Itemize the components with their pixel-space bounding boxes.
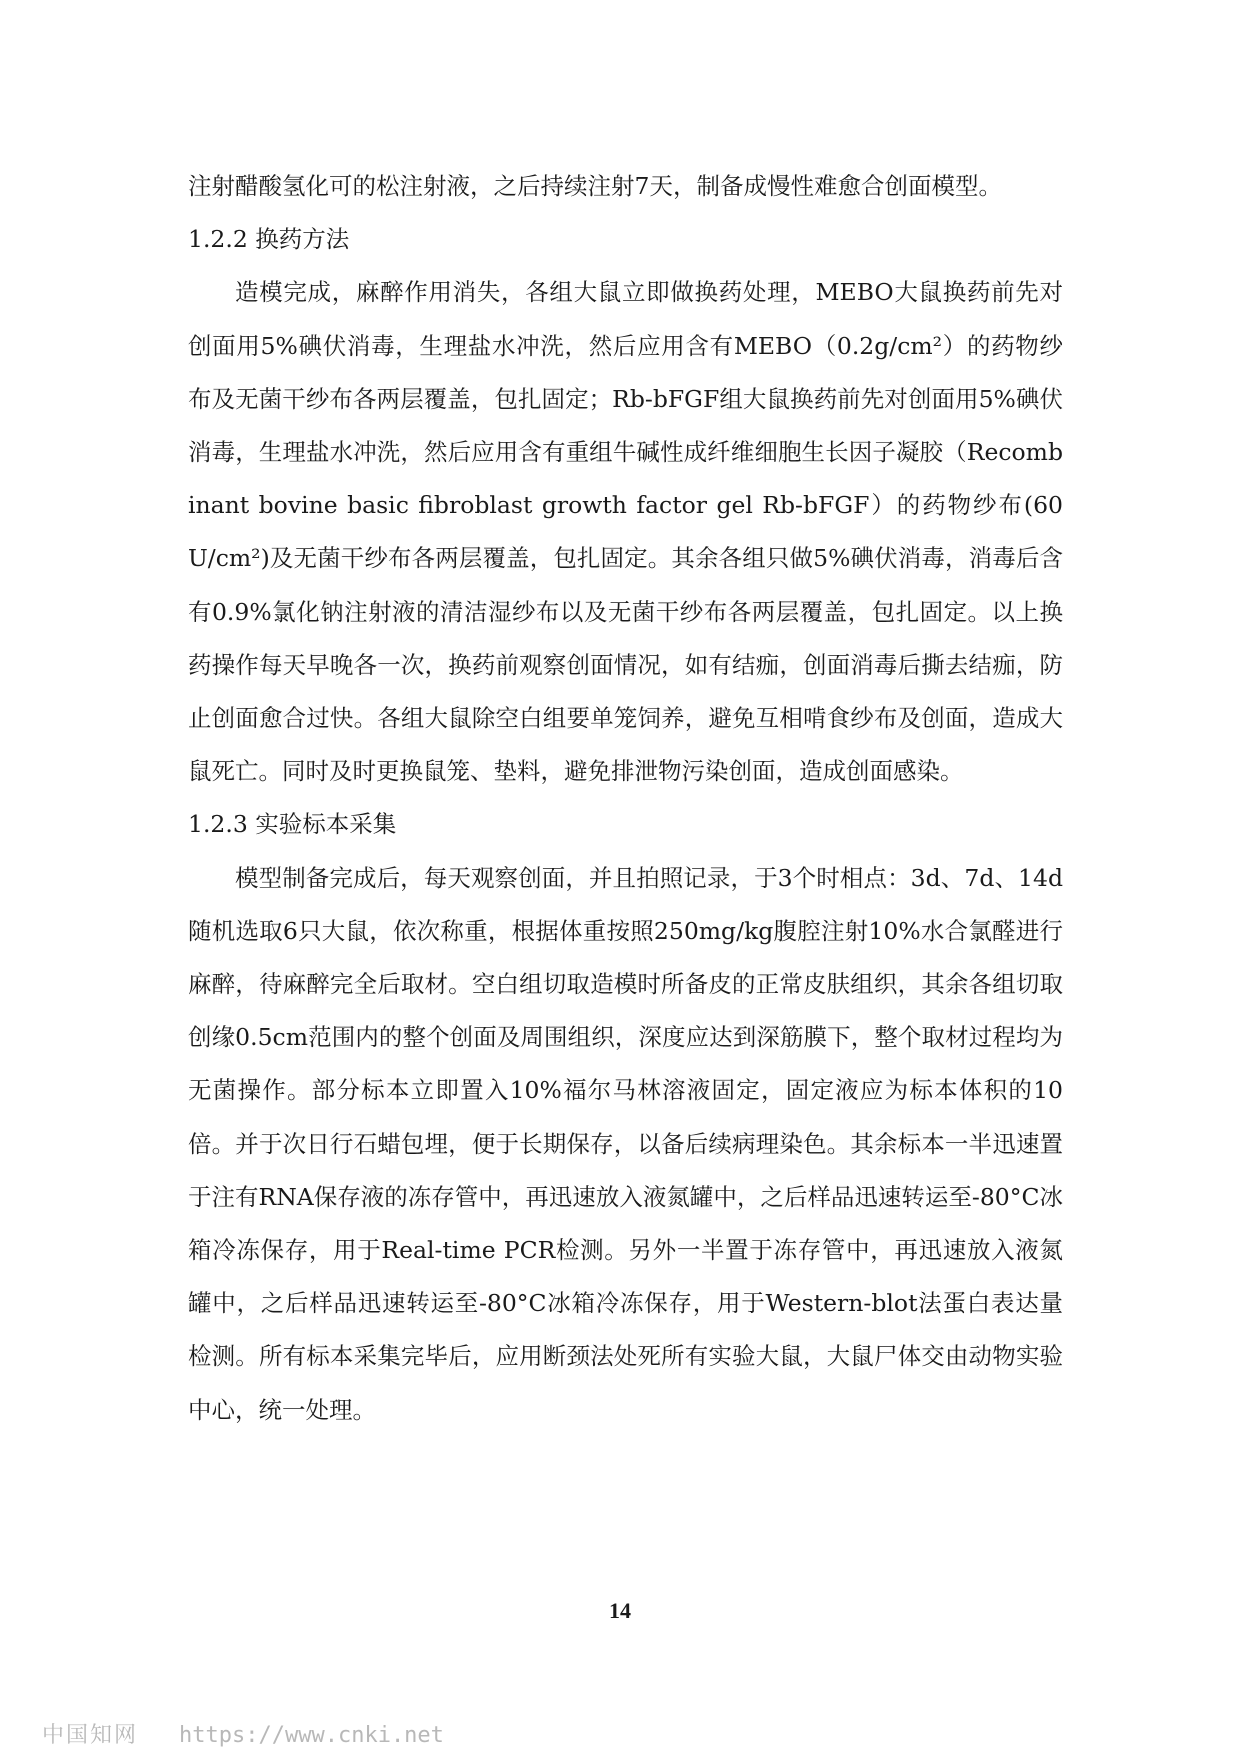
document-body: [188, 160, 1063, 1437]
page-number: 14: [609, 1598, 631, 1623]
cnki-watermark: [42, 1718, 444, 1749]
watermark-brand: 中国知网: [42, 1723, 139, 1748]
watermark-url: https://www.cnki.net: [179, 1723, 444, 1748]
section-heading-1-2-3: 1.2.3 实验标本采集: [188, 810, 397, 839]
paragraph-intro-continuation: 注射醋酸氢化可的松注射液，之后持续注射7天，制备成慢性难愈合创面模型。: [188, 172, 1002, 200]
section-heading-1-2-2: 1.2.2 换药方法: [188, 225, 350, 254]
paragraph-dressing-change-method: 造模完成，麻醉作用消失，各组大鼠立即做换药处理，MEBO大鼠换药前先对创面用5%碘伏消毒，生理盐水冲洗，然后应用含有MEBO（0.2g/cm²）的药物纱布及无菌干纱布各两层覆盖，包扎固定；Rb-bFGF组大鼠换药前先对创面用5%碘伏消毒，生理盐水冲洗，然后应用含有重组牛碱性成纤维细胞生长因子凝胶（Recombinant bovine basic fibroblast growth factor gel Rb-bFGF）的药物纱布(60 U/cm²)及无菌干纱布各两层覆盖，包扎固定。其余各组只做5%碘伏消毒，消毒后含有0.9%氯化钠注射液的清洁湿纱布以及无菌干纱布各两层覆盖，包扎固定。以上换药操作每天早晚各一次，换药前观察创面情况，如有结痂，创面消毒后撕去结痂，防止创面愈合过快。各组大鼠除空白组要单笼饲养，避免互相啃食纱布及创面，造成大鼠死亡。同时及时更换鼠笼、垫料，避免排泄物污染创面，造成创面感染。: [188, 278, 1063, 786]
paragraph-specimen-collection: 模型制备完成后，每天观察创面，并且拍照记录，于3个时相点：3d、7d、14d随机选取6只大鼠，依次称重，根据体重按照250mg/kg腹腔注射10%水合氯醛进行麻醉，待麻醉完全后取材。空白组切取造模时所备皮的正常皮肤组织，其余各组切取创缘0.5cm范围内的整个创面及周围组织，深度应达到深筋膜下，整个取材过程均为无菌操作。部分标本立即置入10%福尔马林溶液固定，固定液应为标本体积的10倍。并于次日行石蜡包埋，便于长期保存，以备后续病理染色。其余标本一半迅速置于注有RNA保存液的冻存管中，再迅速放入液氮罐中，之后样品迅速转运至-80°C冰箱冷冻保存，用于Real-time PCR检测。另外一半置于冻存管中，再迅速放入液氮罐中，之后样品迅速转运至-80°C冰箱冷冻保存，用于Western-blot法蛋白表达量检测。所有标本采集完毕后，应用断颈法处死所有实验大鼠，大鼠尸体交由动物实验中心，统一处理。: [188, 863, 1063, 1424]
